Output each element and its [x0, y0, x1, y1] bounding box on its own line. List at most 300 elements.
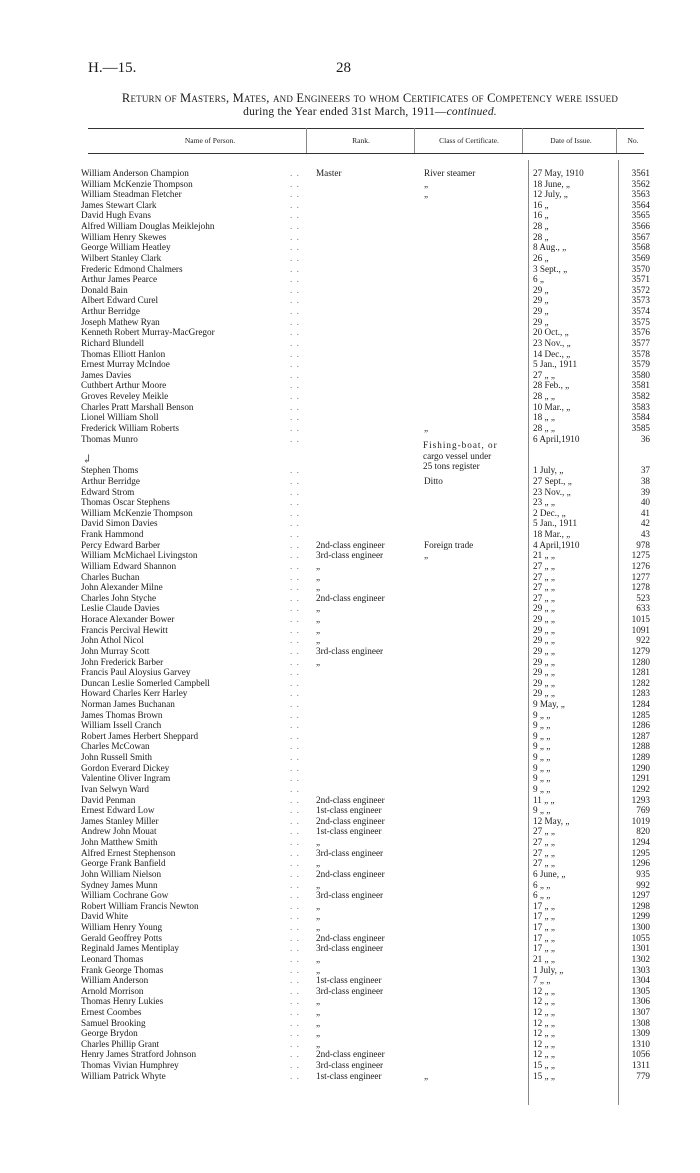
- cell-date: 23 Nov., „: [533, 486, 571, 497]
- cell-name: Arthur Berridge: [81, 306, 140, 317]
- cell-date: 27 „ „: [533, 592, 555, 603]
- table-row: [0, 1060, 700, 1071]
- cell-name: Leonard Thomas: [81, 953, 144, 964]
- cell-date: 17 „ „: [533, 911, 555, 922]
- cell-number: 1285: [631, 709, 650, 720]
- leader-dots: . .: [290, 699, 300, 709]
- cell-name: John Murray Scott: [81, 645, 150, 656]
- leader-dots: . .: [290, 252, 300, 263]
- table-row: [0, 189, 700, 200]
- note-line: Fishing-boat, or: [423, 440, 498, 450]
- cell-date: 26 „: [533, 252, 549, 263]
- cell-number: 1290: [631, 762, 650, 773]
- table-row: [0, 359, 700, 370]
- cell-name: Frederic Edmond Chalmers: [81, 263, 183, 274]
- leader-dots: . .: [290, 985, 300, 996]
- cell-rank: „: [316, 837, 321, 848]
- leader-dots: . .: [290, 274, 300, 285]
- cell-rank: 3rd-class engineer: [316, 943, 384, 954]
- cell-number: 1293: [631, 794, 650, 805]
- cell-rank: 1st-class engineer: [316, 805, 382, 816]
- cell-name: Charles Buchan: [81, 571, 140, 582]
- cell-rank: 3rd-class engineer: [316, 1060, 384, 1071]
- cell-date: 28 „ „: [533, 422, 555, 433]
- column-header-name: Name of Person.: [184, 136, 236, 145]
- cell-name: James Stanley Miller: [81, 815, 159, 826]
- cell-number: 1282: [631, 677, 650, 688]
- cell-date: 12 „ „: [533, 985, 555, 996]
- table-row: [0, 168, 700, 179]
- cell-date: 29 „: [533, 316, 549, 327]
- cell-rank: „: [316, 1006, 321, 1017]
- leader-dots: . .: [290, 868, 300, 879]
- cell-number: 3565: [631, 210, 650, 221]
- cell-rank: „: [316, 571, 321, 582]
- cell-rank: 2nd-class engineer: [316, 794, 385, 805]
- leader-dots: . .: [290, 1038, 300, 1049]
- cell-name: Percy Edward Barber: [81, 539, 161, 550]
- cell-name: James Davies: [81, 369, 132, 380]
- cell-number: 935: [636, 868, 650, 879]
- cell-name: Ernest Edward Low: [81, 805, 155, 816]
- cell-rank: „: [316, 656, 321, 667]
- cell-number: 1288: [631, 741, 650, 752]
- leader-dots: . .: [290, 560, 300, 571]
- leader-dots: . .: [290, 709, 300, 720]
- cell-date: 29 „ „: [533, 656, 555, 667]
- cell-number: 633: [636, 603, 650, 614]
- cell-number: 1306: [631, 996, 650, 1007]
- cell-rank: „: [316, 900, 321, 911]
- table-row: [0, 625, 700, 636]
- cell-rank: 1st-class engineer: [316, 826, 382, 837]
- leader-dots: . .: [290, 1070, 300, 1081]
- cell-certificate: „: [424, 178, 429, 189]
- header-top-rule: [88, 128, 644, 129]
- leader-dots: . .: [290, 178, 300, 189]
- leader-dots: . .: [290, 900, 300, 911]
- table-row: [0, 1039, 700, 1050]
- cell-name: Donald Bain: [81, 284, 128, 295]
- table-row: [0, 518, 700, 529]
- leader-dots: . .: [290, 582, 300, 593]
- cell-number: 1286: [631, 720, 650, 731]
- leader-dots: . .: [290, 550, 300, 561]
- cell-number: 1308: [631, 1017, 650, 1028]
- table-row: [0, 763, 700, 774]
- note-line: 25 tons register: [423, 461, 480, 472]
- cell-rank: „: [316, 614, 321, 625]
- cell-date: 2 Dec., „: [533, 507, 566, 518]
- cell-name: William Issell Cranch: [81, 720, 162, 731]
- cell-certificate: „: [424, 1070, 429, 1081]
- cell-date: 4 April,1910: [533, 539, 580, 550]
- cell-name: Alfred Ernest Stephenson: [81, 847, 176, 858]
- table-row: [0, 572, 700, 583]
- table-row: [0, 402, 700, 413]
- cell-number: 1307: [631, 1006, 650, 1017]
- leader-dots: . .: [290, 412, 300, 423]
- table-row: [0, 487, 700, 498]
- cell-number: 3582: [631, 391, 650, 402]
- cell-name: Valentine Oliver Ingram: [81, 773, 171, 784]
- cell-rank: 3rd-class engineer: [316, 847, 384, 858]
- cell-date: 29 „ „: [533, 614, 555, 625]
- cell-date: 27 „ „: [533, 847, 555, 858]
- cell-date: 17 „ „: [533, 943, 555, 954]
- cell-date: 9 May, „: [533, 699, 565, 709]
- leader-dots: . .: [290, 953, 300, 964]
- column-header-rank: Rank.: [352, 136, 370, 145]
- cell-name: William McKenzie Thompson: [81, 507, 193, 518]
- cell-name: Cuthbert Arthur Moore: [81, 380, 167, 391]
- table-row: [0, 274, 700, 285]
- cell-date: 29 „: [533, 306, 549, 317]
- leader-dots: . .: [290, 539, 300, 550]
- cell-number: 3569: [631, 252, 650, 263]
- cell-date: 17 „ „: [533, 900, 555, 911]
- column-header-certificate: Class of Certificate.: [439, 136, 499, 145]
- cell-date: 16 „: [533, 199, 549, 210]
- cell-number: 1287: [631, 730, 650, 741]
- cell-name: Albert Edward Curel: [81, 295, 159, 306]
- leader-dots: . .: [290, 284, 300, 295]
- cell-date: 20 Oct., „: [533, 327, 569, 338]
- leader-dots: . .: [290, 922, 300, 933]
- cell-date: 9 „ „: [533, 773, 551, 784]
- table-row: [0, 264, 700, 275]
- cell-date: 9 „ „: [533, 709, 551, 720]
- cell-date: 17 „ „: [533, 932, 555, 943]
- cell-rank: „: [316, 911, 321, 922]
- cell-number: 3563: [631, 189, 650, 200]
- cell-date: 23 „ „: [533, 497, 555, 508]
- cell-date: 29 „ „: [533, 667, 555, 678]
- table-row: [0, 465, 700, 476]
- leader-dots: . .: [290, 221, 300, 232]
- table-row: [0, 911, 700, 922]
- leader-dots: . .: [290, 943, 300, 954]
- cell-name: Arnold Morrison: [81, 985, 144, 996]
- table-row: [0, 306, 700, 317]
- cell-rank: „: [316, 996, 321, 1007]
- cell-date: 27 „ „: [533, 582, 555, 593]
- leader-dots: . .: [290, 837, 300, 848]
- leader-dots: . .: [290, 890, 300, 901]
- cell-date: 27 „ „: [533, 837, 555, 848]
- cell-name: Thomas Henry Lukies: [81, 996, 164, 1007]
- cell-name: Edward Strom: [81, 486, 135, 497]
- title-line-2-text: during the Year ended 31st March, 1911—: [243, 106, 447, 118]
- leader-dots: . .: [290, 783, 300, 794]
- cell-number: 3583: [631, 401, 650, 412]
- table-row: [0, 434, 700, 445]
- leader-dots: . .: [290, 475, 300, 486]
- cell-name: David White: [81, 911, 129, 922]
- cell-name: Samuel Brooking: [81, 1017, 146, 1028]
- cell-name: Lionel William Sholl: [81, 412, 159, 423]
- leader-dots: . .: [290, 359, 300, 370]
- cell-date: 3 Sept., „: [533, 263, 568, 274]
- table-row: [0, 996, 700, 1007]
- cell-date: 9 „ „: [533, 805, 551, 816]
- table-row: [0, 752, 700, 763]
- cell-date: 6 „ „: [533, 879, 551, 890]
- leader-dots: . .: [290, 465, 300, 476]
- cell-number: 3568: [631, 242, 650, 253]
- cell-certificate: „: [424, 422, 429, 433]
- cell-name: Groves Reveley Meikle: [81, 391, 169, 402]
- cell-date: 5 Jan., 1911: [533, 518, 578, 529]
- table-row: [0, 773, 700, 784]
- table-row: [0, 561, 700, 572]
- cell-date: 18 „ „: [533, 412, 555, 423]
- table-row: [0, 423, 700, 434]
- cell-number: 3578: [631, 348, 650, 359]
- table-row: [0, 412, 700, 423]
- table-row: [0, 295, 700, 306]
- cell-date: 29 „ „: [533, 603, 555, 614]
- cell-number: 43: [640, 529, 650, 540]
- cell-rank: „: [316, 879, 321, 890]
- cell-number: 1277: [631, 571, 650, 582]
- leader-dots: . .: [290, 592, 300, 603]
- leader-dots: . .: [290, 507, 300, 518]
- leader-dots: . .: [290, 210, 300, 221]
- cell-number: 38: [640, 475, 650, 486]
- table-row: [0, 253, 700, 264]
- leader-dots: . .: [290, 571, 300, 582]
- cell-number: 1015: [631, 614, 650, 625]
- cell-name: Arthur Berridge: [81, 475, 140, 486]
- cell-number: 1276: [631, 560, 650, 571]
- cell-number: 3580: [631, 369, 650, 380]
- cell-name: John Alexander Milne: [81, 582, 163, 593]
- cell-name: Charles John Styche: [81, 592, 157, 603]
- cell-name: Francis Paul Aloysius Garvey: [81, 667, 191, 678]
- table-row: [0, 1028, 700, 1039]
- cell-name: John Russell Smith: [81, 752, 152, 763]
- cell-date: 1 July, „: [533, 964, 564, 975]
- table-row: [0, 933, 700, 944]
- leader-dots: . .: [290, 720, 300, 731]
- cell-rank: Master: [316, 168, 342, 178]
- cell-number: 3566: [631, 221, 650, 232]
- table-row: [0, 1007, 700, 1018]
- cell-date: 1 July, „: [533, 465, 564, 476]
- leader-dots: . .: [290, 391, 300, 402]
- table-row: [0, 582, 700, 593]
- table-row: [0, 232, 700, 243]
- cell-date: 9 „ „: [533, 730, 551, 741]
- cell-name: James Stewart Clark: [81, 199, 157, 210]
- cell-date: 29 „ „: [533, 688, 555, 699]
- cell-date: 21 „ „: [533, 953, 555, 964]
- leader-dots: . .: [290, 879, 300, 890]
- leader-dots: . .: [290, 794, 300, 805]
- cell-number: 1056: [631, 1049, 650, 1060]
- leader-dots: . .: [290, 805, 300, 816]
- cell-name: John Matthew Smith: [81, 837, 158, 848]
- cell-name: Kenneth Robert Murray-MacGregor: [81, 327, 215, 338]
- cell-rank: 3rd-class engineer: [316, 645, 384, 656]
- cell-date: 12 May, „: [533, 815, 570, 826]
- cell-date: 9 „ „: [533, 741, 551, 752]
- cell-date: 9 „ „: [533, 762, 551, 773]
- cell-name: Thomas Elliott Hanlon: [81, 348, 166, 359]
- cell-rank: „: [316, 624, 321, 635]
- cell-date: 9 „ „: [533, 720, 551, 731]
- cell-rank: 1st-class engineer: [316, 975, 382, 986]
- table-row: [0, 848, 700, 859]
- cell-name: Arthur James Pearce: [81, 274, 158, 285]
- table-row: [0, 1018, 700, 1029]
- column-header-number: No.: [627, 136, 639, 145]
- table-row: [0, 954, 700, 965]
- leader-dots: . .: [290, 656, 300, 667]
- cell-name: William Anderson: [81, 975, 149, 986]
- table-row: [0, 200, 700, 211]
- cell-date: 21 „ „: [533, 550, 555, 561]
- leader-dots: . .: [290, 231, 300, 242]
- leader-dots: . .: [290, 295, 300, 306]
- cell-number: 1295: [631, 847, 650, 858]
- leader-dots: . .: [290, 518, 300, 529]
- leader-dots: . .: [290, 677, 300, 688]
- margin-mark-icon: ↲: [82, 452, 93, 466]
- column-divider: [414, 128, 415, 153]
- header-bottom-rule: [88, 153, 644, 154]
- cell-name: Ivan Selwyn Ward: [81, 783, 149, 794]
- cell-date: 12 „ „: [533, 996, 555, 1007]
- leader-dots: . .: [290, 316, 300, 327]
- cell-date: 28 „: [533, 231, 549, 242]
- cell-number: 922: [636, 635, 650, 646]
- leader-dots: . .: [290, 667, 300, 678]
- cell-name: Robert William Francis Newton: [81, 900, 199, 911]
- leader-dots: . .: [290, 497, 300, 508]
- cell-rank: 3rd-class engineer: [316, 890, 384, 901]
- table-row: [0, 285, 700, 296]
- leader-dots: . .: [290, 826, 300, 837]
- cell-number: 1280: [631, 656, 650, 667]
- cell-number: 1279: [631, 645, 650, 656]
- table-row: [0, 795, 700, 806]
- leader-dots: . .: [290, 1006, 300, 1017]
- table-row: [0, 741, 700, 752]
- cell-name: Andrew John Mouat: [81, 826, 157, 837]
- cell-rank: „: [316, 922, 321, 933]
- table-row: [0, 179, 700, 190]
- cell-date: 27 „ „: [533, 826, 555, 837]
- cell-number: 978: [636, 539, 650, 550]
- cell-date: 27 Sept., „: [533, 475, 572, 486]
- cell-certificate: „: [424, 189, 429, 200]
- cell-rank: 3rd-class engineer: [316, 550, 384, 561]
- cell-number: 820: [636, 826, 650, 837]
- cell-number: 3564: [631, 199, 650, 210]
- cell-number: 1292: [631, 783, 650, 794]
- cell-date: 11 „ „: [533, 794, 555, 805]
- leader-dots: . .: [290, 858, 300, 869]
- cell-number: 1305: [631, 985, 650, 996]
- cell-rank: 2nd-class engineer: [316, 868, 385, 879]
- leader-dots: . .: [290, 847, 300, 858]
- document-reference: H.—15.: [88, 60, 137, 76]
- cell-date: 15 „ „: [533, 1070, 555, 1081]
- cell-date: 12 „ „: [533, 1038, 555, 1049]
- cell-date: 27 May, 1910: [533, 168, 584, 178]
- leader-dots: . .: [290, 401, 300, 412]
- cell-name: William McMichael Livingston: [81, 550, 198, 561]
- cell-date: 28 „: [533, 221, 549, 232]
- cell-rank: 2nd-class engineer: [316, 815, 385, 826]
- cell-name: Joseph Mathew Ryan: [81, 316, 160, 327]
- cell-number: 1275: [631, 550, 650, 561]
- cell-number: 3575: [631, 316, 650, 327]
- leader-dots: . .: [290, 189, 300, 200]
- table-row: [0, 869, 700, 880]
- cell-number: 3584: [631, 412, 650, 423]
- cell-name: Alfred William Douglas Meiklejohn: [81, 221, 215, 232]
- document-title: [88, 91, 652, 119]
- cell-number: 39: [640, 486, 650, 497]
- cell-number: 42: [640, 518, 650, 529]
- cell-date: 12 „ „: [533, 1028, 555, 1039]
- leader-dots: . .: [290, 337, 300, 348]
- cell-name: David Hugh Evans: [81, 210, 151, 221]
- cell-name: Norman James Buchanan: [81, 699, 175, 709]
- table-row: [0, 699, 700, 710]
- table-row: [0, 317, 700, 328]
- leader-dots: . .: [290, 168, 300, 178]
- leader-dots: . .: [290, 762, 300, 773]
- leader-dots: . .: [290, 422, 300, 433]
- table-row: [0, 221, 700, 232]
- cell-number: 37: [640, 465, 650, 476]
- cell-name: Howard Charles Kerr Harley: [81, 688, 188, 699]
- cell-number: 1294: [631, 837, 650, 848]
- cell-date: 29 „: [533, 295, 549, 306]
- table-row: [0, 1071, 700, 1082]
- table-row: [0, 550, 700, 561]
- table-row: [0, 391, 700, 402]
- cell-date: 18 Mar., „: [533, 529, 571, 540]
- table-row: [0, 710, 700, 721]
- cell-date: 15 „ „: [533, 1060, 555, 1071]
- leader-dots: . .: [290, 815, 300, 826]
- cell-rank: „: [316, 953, 321, 964]
- cell-date: 7 „ „: [533, 975, 551, 986]
- table-row: [0, 667, 700, 678]
- cell-date: 27 „ „: [533, 858, 555, 869]
- cell-date: 6 „: [533, 274, 544, 285]
- table-row: [0, 370, 700, 381]
- cell-number: 40: [640, 497, 650, 508]
- cell-name: Reginald James Mentiplay: [81, 943, 179, 954]
- table-row: [0, 349, 700, 360]
- cell-number: 1289: [631, 752, 650, 763]
- cell-number: 1309: [631, 1028, 650, 1039]
- title-continued: continued.: [446, 106, 497, 118]
- cell-date: 12 „ „: [533, 1049, 555, 1060]
- table-row: [0, 380, 700, 391]
- table-row: [0, 986, 700, 997]
- cell-date: 27 „ „: [533, 571, 555, 582]
- cell-name: Robert James Herbert Sheppard: [81, 730, 199, 741]
- cell-name: Wilbert Stanley Clark: [81, 252, 162, 263]
- cell-number: 3562: [631, 178, 650, 189]
